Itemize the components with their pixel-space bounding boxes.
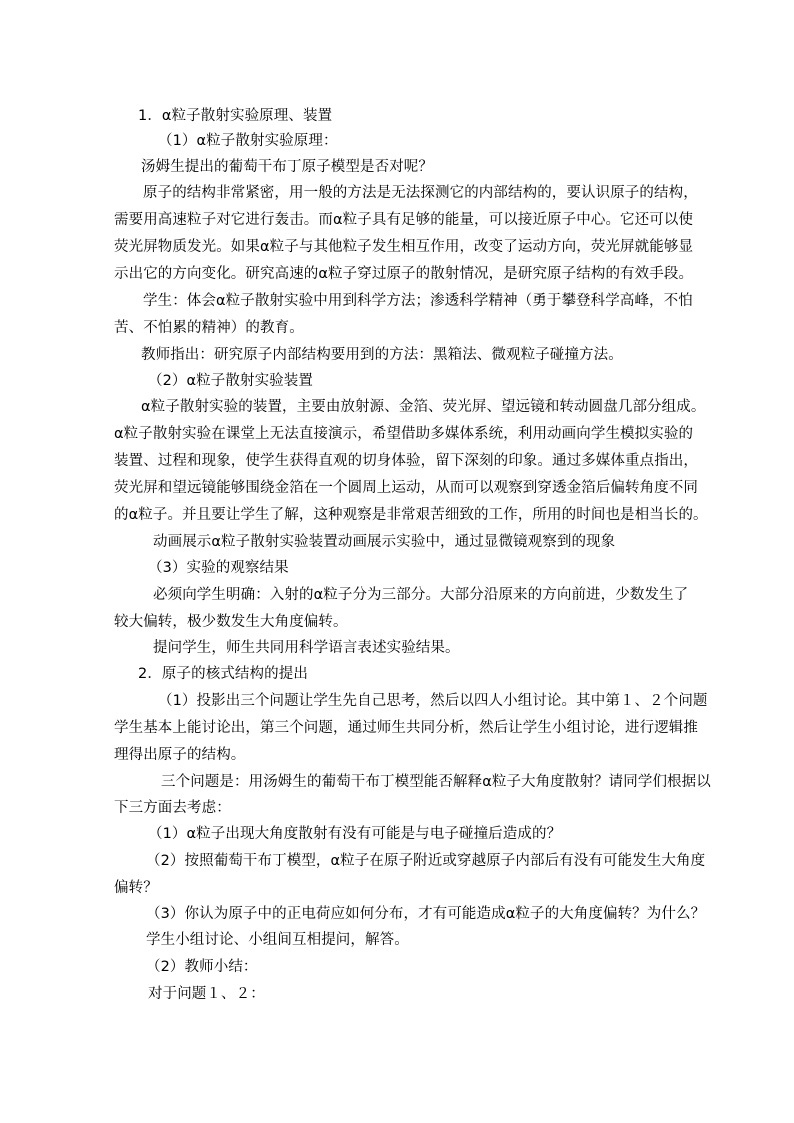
paragraph-line: 三个问题是：用汤姆生的葡萄干布丁模型能否解释α粒子大角度散射？请同学们根据以: [161, 774, 711, 790]
subsection-heading: （2）教师小结：: [146, 959, 258, 975]
paragraph-line: 汤姆生提出的葡萄干布丁原子模型是否对呢？: [141, 159, 433, 175]
paragraph-line: 学生基本上能讨论出，第三个问题，通过师生共同分析，然后让学生小组讨论，进行逻辑推: [114, 720, 698, 736]
paragraph-line: 学生：体会α粒子散射实验中用到科学方法；渗透科学精神（勇于攀登科学高峰，不怕: [143, 293, 693, 309]
paragraph-line: 动画展示α粒子散射实验装置动画展示实验中，通过显微镜观察到的现象: [153, 534, 616, 550]
question-item: （2）按照葡萄干布丁模型，α粒子在原子附近或穿越原子内部后有没有可能发生大角度: [146, 853, 706, 869]
paragraph-line: 教师指出：研究原子内部结构要用到的方法：黑箱法、微观粒子碰撞方法。: [141, 347, 623, 363]
paragraph-line: 需要用高速粒子对它进行轰击。而α粒子具有足够的能量，可以接近原子中心。它还可以使: [114, 212, 694, 228]
paragraph-line: （1）投影出三个问题让学生先自己思考，然后以四人小组讨论。其中第１、２个问题: [158, 693, 708, 709]
paragraph-line: 学生小组讨论、小组间互相提问，解答。: [146, 932, 409, 948]
paragraph-line: 偏转？: [114, 880, 158, 896]
subsection-heading: （3）实验的观察结果: [148, 560, 289, 576]
paragraph-line: 理得出原子的结构。: [114, 747, 246, 763]
paragraph-line: 荧光屏和望远镜能够围绕金箔在一个圆周上运动，从而可以观察到穿透金箔后偏转角度不同: [114, 480, 698, 496]
paragraph-line: 原子的结构非常紧密，用一般的方法是无法探测它的内部结构的，要认识原子的结构，: [143, 185, 698, 201]
paragraph-line: α粒子散射实验的装置，主要由放射源、金箔、荧光屏、望远镜和转动圆盘几部分组成。: [141, 399, 706, 415]
paragraph-line: 苦、不怕累的精神）的教育。: [114, 320, 304, 336]
section-heading-1: 1．α粒子散射实验原理、装置: [138, 108, 333, 124]
question-item: （3）你认为原子中的正电荷应如何分布，才有可能造成α粒子的大角度偏转？为什么？: [146, 906, 706, 922]
paragraph-line: 装置、过程和现象，使学生获得直观的切身体验，留下深刻的印象。通过多媒体重点指出，: [114, 453, 698, 469]
subsection-heading: （1）α粒子散射实验原理：: [158, 133, 338, 149]
paragraph-line: 对于问题１、２：: [148, 986, 265, 1002]
paragraph-line: 必须向学生明确：入射的α粒子分为三部分。大部分沿原来的方向前进，少数发生了: [153, 587, 689, 603]
paragraph-line: 提问学生，师生共同用科学语言表述实验结果。: [153, 640, 460, 656]
paragraph-line: 较大偏转，极少数发生大角度偏转。: [114, 614, 348, 630]
paragraph-line: α粒子散射实验在课堂上无法直接演示，希望借助多媒体系统，利用动画向学生模拟实验的: [114, 426, 694, 442]
paragraph-line: 的α粒子。并且要让学生了解，这种观察是非常艰苦细致的工作，所用的时间也是相当长的。: [114, 507, 708, 523]
subsection-heading: （2）α粒子散射实验装置: [148, 373, 313, 389]
section-heading-2: 2．原子的核式结构的提出: [138, 666, 308, 682]
paragraph-line: 下三方面去考虑：: [114, 800, 231, 816]
paragraph-line: 示出它的方向变化。研究高速的α粒子穿过原子的散射情况，是研究原子结构的有效手段。: [114, 266, 694, 282]
paragraph-line: 荧光屏物质发光。如果α粒子与其他粒子发生相互作用，改变了运动方向，荧光屏就能够显: [114, 239, 694, 255]
question-item: （1）α粒子出现大角度散射有没有可能是与电子碰撞后造成的？: [148, 826, 562, 842]
